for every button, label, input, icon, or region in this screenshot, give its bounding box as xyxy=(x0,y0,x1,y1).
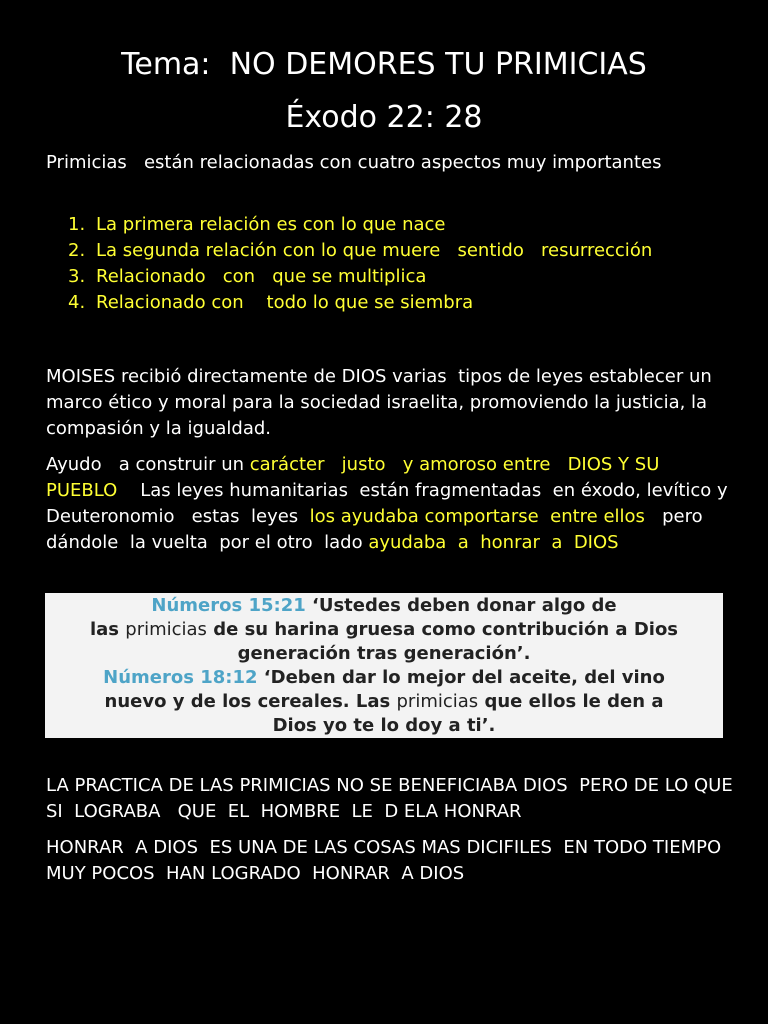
list-text: La primera relación es con lo que nace xyxy=(96,214,446,235)
list-item xyxy=(68,290,652,316)
verse-text: nuevo y de los cereales. Las xyxy=(104,691,397,712)
ayudo-highlight-1: carácter justo y amoroso entre DIOS Y SU PUEBLO xyxy=(46,454,666,501)
list-item xyxy=(68,212,652,238)
verse-line xyxy=(45,642,723,666)
aspects-list xyxy=(68,212,652,316)
verse-line xyxy=(45,690,723,714)
list-text: Relacionado con que se multiplica xyxy=(96,266,427,287)
moises-paragraph: MOISES recibió directamente de DIOS varias tipos de leyes establecer un marco ético y moral para la sociedad israelita, promoviendo la justicia, la compasión y la igualdad. xyxy=(46,366,718,439)
verse-word-primicias: primicias xyxy=(125,619,207,640)
ayudo-text-3: pero dándole la vuelta por el otro lado xyxy=(46,506,715,553)
verse-reference-1: Números 15:21 xyxy=(151,595,306,616)
intro-paragraph: Primicias están relacionadas con cuatro aspectos muy importantes xyxy=(46,152,662,173)
list-number: 4. xyxy=(68,292,86,313)
practica-paragraph: LA PRACTICA DE LAS PRIMICIAS NO SE BENEFICIABA DIOS PERO DE LO QUE SI LOGRABA QUE EL HOMBRE LE D ELA HONRAR xyxy=(46,775,739,822)
list-number: 1. xyxy=(68,214,86,235)
slide-subtitle-reference: Éxodo 22: 28 xyxy=(285,100,483,135)
ayudo-highlight-3: ayudaba a honrar a DIOS xyxy=(368,532,619,553)
verse-text: ‘Ustedes deben donar algo de xyxy=(305,595,617,616)
verse-text: Dios yo te lo doy a ti’. xyxy=(272,715,496,736)
verse-line xyxy=(45,618,723,642)
verse-word-primicias: primicias xyxy=(396,691,479,712)
list-item xyxy=(68,238,652,264)
list-number: 2. xyxy=(68,240,86,261)
ayudo-text-1: Ayudo a construir un xyxy=(46,454,250,475)
verse-text: ‘Deben dar lo mejor del aceite, del vino xyxy=(257,667,665,688)
verse-line xyxy=(45,594,723,618)
verse-text: que ellos le den a xyxy=(478,691,664,712)
ayudo-highlight-2: los ayudaba comportarse entre ellos xyxy=(309,506,645,527)
verses-box xyxy=(45,593,723,738)
verse-line xyxy=(45,714,723,738)
honrar-paragraph: HONRAR A DIOS ES UNA DE LAS COSAS MAS DICIFILES EN TODO TIEMPO MUY POCOS HAN LOGRADO HONRAR A DIOS xyxy=(46,837,745,884)
slide-title: Tema: NO DEMORES TU PRIMICIAS xyxy=(121,47,647,82)
list-text: La segunda relación con lo que muere sentido resurrección xyxy=(96,240,653,261)
list-number: 3. xyxy=(68,266,86,287)
verse-text: las xyxy=(89,619,126,640)
verse-text: generación tras generación’. xyxy=(237,643,531,664)
verse-reference-2: Números 18:12 xyxy=(103,667,258,688)
verse-line xyxy=(45,666,723,690)
list-text: Relacionado con todo lo que se siembra xyxy=(96,292,474,313)
verse-text: de su harina gruesa como contribución a Dios xyxy=(206,619,679,640)
list-item xyxy=(68,264,652,290)
ayudo-text-2: Las leyes humanitarias están fragmentadas en éxodo, levítico y Deuteronomio estas leyes xyxy=(46,480,734,527)
ayudo-paragraph xyxy=(46,452,736,556)
